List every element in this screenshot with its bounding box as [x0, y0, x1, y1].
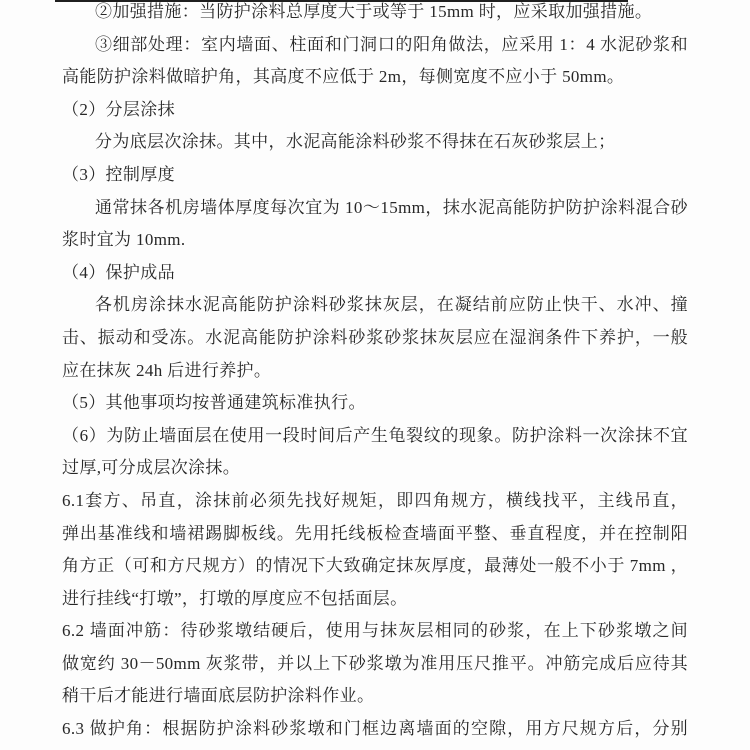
text-line: 击、振动和受冻。水泥高能防护涂料砂浆砂浆抹灰层应在湿润条件下养护，一般 [62, 327, 688, 347]
text-line: 稍干后才能进行墙面底层防护涂料作业。 [62, 686, 375, 706]
text-line: 通常抹各机房墙体厚度每次宜为 10～15mm，抹水泥高能防护防护涂料混合砂 [95, 197, 688, 217]
text-line: 高能防护涂料做暗护角，其高度不应低于 2m，每侧宽度不应小于 50mm。 [62, 67, 625, 87]
text-line: 过厚,可分成层次涂抹。 [62, 458, 241, 478]
text-line: 各机房涂抹水泥高能防护涂料砂浆抹灰层，在凝结前应防止快干、水冲、撞 [95, 295, 688, 315]
text-line: ③细部处理：室内墙面、柱面和门洞口的阳角做法，应采用 1：4 水泥砂浆和 [95, 34, 688, 54]
text-line: 分为底层次涂抹。其中，水泥高能涂料砂浆不得抹在石灰砂浆层上； [95, 132, 616, 152]
text-line: 做宽约 30－50mm 灰浆带，并以上下砂浆墩为准用压尺推平。冲筋完成后应待其 [62, 653, 688, 673]
text-line: 应在抹灰 24h 后进行养护。 [62, 360, 272, 380]
text-line: （3）控制厚度 [62, 164, 175, 184]
text-line: 浆时宜为 10mm. [62, 230, 186, 250]
text-line: 6.2 墙面冲筋：待砂浆墩结硬后，使用与抹灰层相同的砂浆，在上下砂浆墩之间 [62, 621, 688, 641]
text-line: （5）其他事项均按普通建筑标准执行。 [62, 393, 366, 413]
text-line: 角方正（可和方尺规方）的情况下大致确定抹灰厚度，最薄处一般不小于 7mm ， [62, 556, 688, 576]
text-line: 6.1套方、吊直，涂抹前必须先找好规矩，即四角规方，横线找平，主线吊直， [62, 490, 688, 510]
text-line: 进行挂线“打墩”，打墩的厚度应不包括面层。 [62, 588, 408, 608]
text-line: 弹出基准线和墙裙踢脚板线。先用托线板检查墙面平整、垂直程度，并在控制阳 [62, 523, 688, 543]
text-line: （4）保护成品 [62, 262, 175, 282]
document-body [62, 0, 688, 746]
text-line: （2）分层涂抹 [62, 99, 175, 119]
text-line: 6.3 做护角：根据防护涂料砂浆墩和门框边离墙面的空隙，用方尺规方后，分别 [62, 719, 688, 739]
text-line: ②加强措施：当防护涂料总厚度大于或等于 15mm 时，应采取加强措施。 [95, 2, 653, 21]
text-line: （6）为防止墙面层在使用一段时间后产生龟裂纹的现象。防护涂料一次涂抹不宜 [62, 425, 688, 445]
